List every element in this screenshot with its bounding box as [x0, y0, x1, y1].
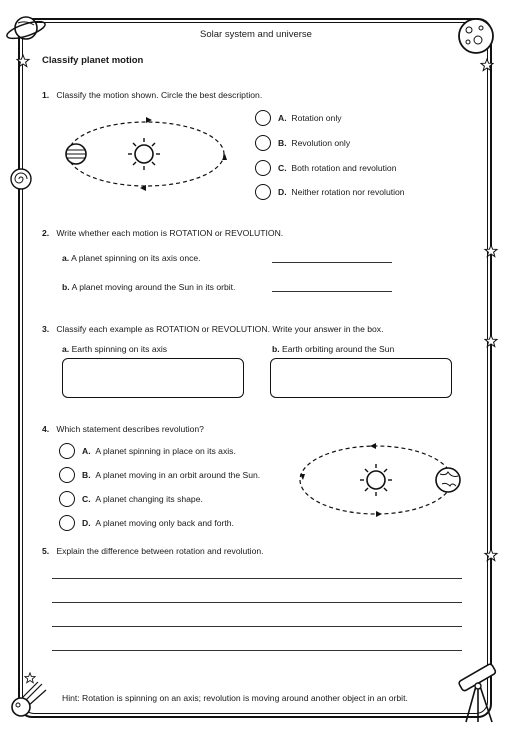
answer-circle[interactable]: [59, 467, 75, 483]
q5-answer-line[interactable]: [52, 626, 462, 627]
q1-prompt: [42, 90, 262, 100]
q5-answer-line[interactable]: [52, 602, 462, 603]
q3-item-a: [62, 344, 167, 354]
item-text: Earth spinning on its axis: [71, 344, 168, 354]
q2-item-a: [62, 253, 201, 263]
option-letter: B.: [278, 138, 287, 148]
option-text: A planet spinning in place on its axis.: [95, 446, 236, 456]
option-text: A planet moving in an orbit around the Sun.: [95, 470, 261, 480]
star-icon: [484, 244, 498, 258]
q1-option-c[interactable]: [255, 160, 396, 176]
section-heading: Classify planet motion: [42, 55, 144, 66]
comet-icon: [8, 680, 48, 720]
q5-number: 5.: [42, 546, 50, 556]
q5-prompt: [42, 546, 264, 556]
q5-text: Explain the difference between rotation and revolution.: [56, 546, 264, 556]
q3-item-b: [272, 344, 394, 354]
answer-circle[interactable]: [59, 515, 75, 531]
answer-circle[interactable]: [255, 135, 271, 151]
orbit-diagram-q4: [296, 440, 468, 522]
item-text: A planet moving around the Sun in its orbit.: [71, 282, 236, 292]
telescope-icon: [452, 660, 502, 726]
q4-option-d[interactable]: [59, 515, 234, 531]
q4-prompt: [42, 424, 204, 434]
q5-answer-line[interactable]: [52, 578, 462, 579]
star-icon: [484, 334, 498, 348]
item-text: Earth orbiting around the Sun: [282, 344, 395, 354]
q5-answer-line[interactable]: [52, 650, 462, 651]
option-letter: C.: [278, 163, 287, 173]
item-letter: b.: [272, 344, 280, 354]
option-letter: A.: [82, 446, 91, 456]
star-icon: [484, 548, 498, 562]
sun-icon: [360, 464, 392, 496]
q2-number: 2.: [42, 228, 50, 238]
answer-circle[interactable]: [255, 160, 271, 176]
q2-text: Write whether each motion is ROTATION or REVOLUTION.: [56, 228, 284, 238]
q1-option-b[interactable]: [255, 135, 350, 151]
option-text: Revolution only: [291, 138, 351, 148]
planet-icon: [66, 144, 86, 164]
answer-circle[interactable]: [59, 443, 75, 459]
saturn-icon: [4, 10, 48, 46]
worksheet-title: Solar system and universe: [200, 29, 312, 40]
answer-circle[interactable]: [255, 184, 271, 200]
option-text: A planet moving only back and forth.: [95, 518, 234, 528]
q1-option-d[interactable]: [255, 184, 405, 200]
option-letter: D.: [82, 518, 91, 528]
sun-icon: [128, 138, 160, 170]
q4-option-b[interactable]: [59, 467, 260, 483]
item-letter: a.: [62, 344, 70, 354]
option-letter: A.: [278, 113, 287, 123]
orbit-diagram-q1: [60, 116, 232, 196]
q1-number: 1.: [42, 90, 50, 100]
q1-text: Classify the motion shown. Circle the best description.: [56, 90, 263, 100]
q3-prompt: [42, 324, 383, 334]
q2-answer-line-b[interactable]: [272, 291, 392, 292]
option-text: Rotation only: [291, 113, 342, 123]
star-icon: [16, 54, 30, 68]
q2-item-b: [62, 282, 235, 292]
option-letter: B.: [82, 470, 91, 480]
option-letter: C.: [82, 494, 91, 504]
item-text: A planet spinning on its axis once.: [71, 253, 201, 263]
planet-icon: [436, 468, 460, 492]
star-icon: [480, 58, 494, 72]
item-letter: a.: [62, 253, 70, 263]
q3-text: Classify each example as ROTATION or REVOLUTION. Write your answer in the box.: [56, 324, 384, 334]
option-text: Both rotation and revolution: [291, 163, 397, 173]
q1-option-a[interactable]: [255, 110, 342, 126]
hint-text: Hint: Rotation is spinning on an axis; revolution is moving around another object in an orbit.: [62, 693, 408, 703]
q3-answer-box-a[interactable]: [62, 358, 244, 398]
q3-answer-box-b[interactable]: [270, 358, 452, 398]
q4-text: Which statement describes revolution?: [56, 424, 204, 434]
q2-answer-line-a[interactable]: [272, 262, 392, 263]
option-text: A planet changing its shape.: [95, 494, 203, 504]
q4-option-c[interactable]: [59, 491, 203, 507]
q3-number: 3.: [42, 324, 50, 334]
option-letter: D.: [278, 187, 287, 197]
q4-number: 4.: [42, 424, 50, 434]
answer-circle[interactable]: [255, 110, 271, 126]
spiral-galaxy-icon: [10, 168, 32, 190]
q2-prompt: [42, 228, 283, 238]
item-letter: b.: [62, 282, 70, 292]
answer-circle[interactable]: [59, 491, 75, 507]
q4-option-a[interactable]: [59, 443, 236, 459]
option-text: Neither rotation nor revolution: [291, 187, 405, 197]
